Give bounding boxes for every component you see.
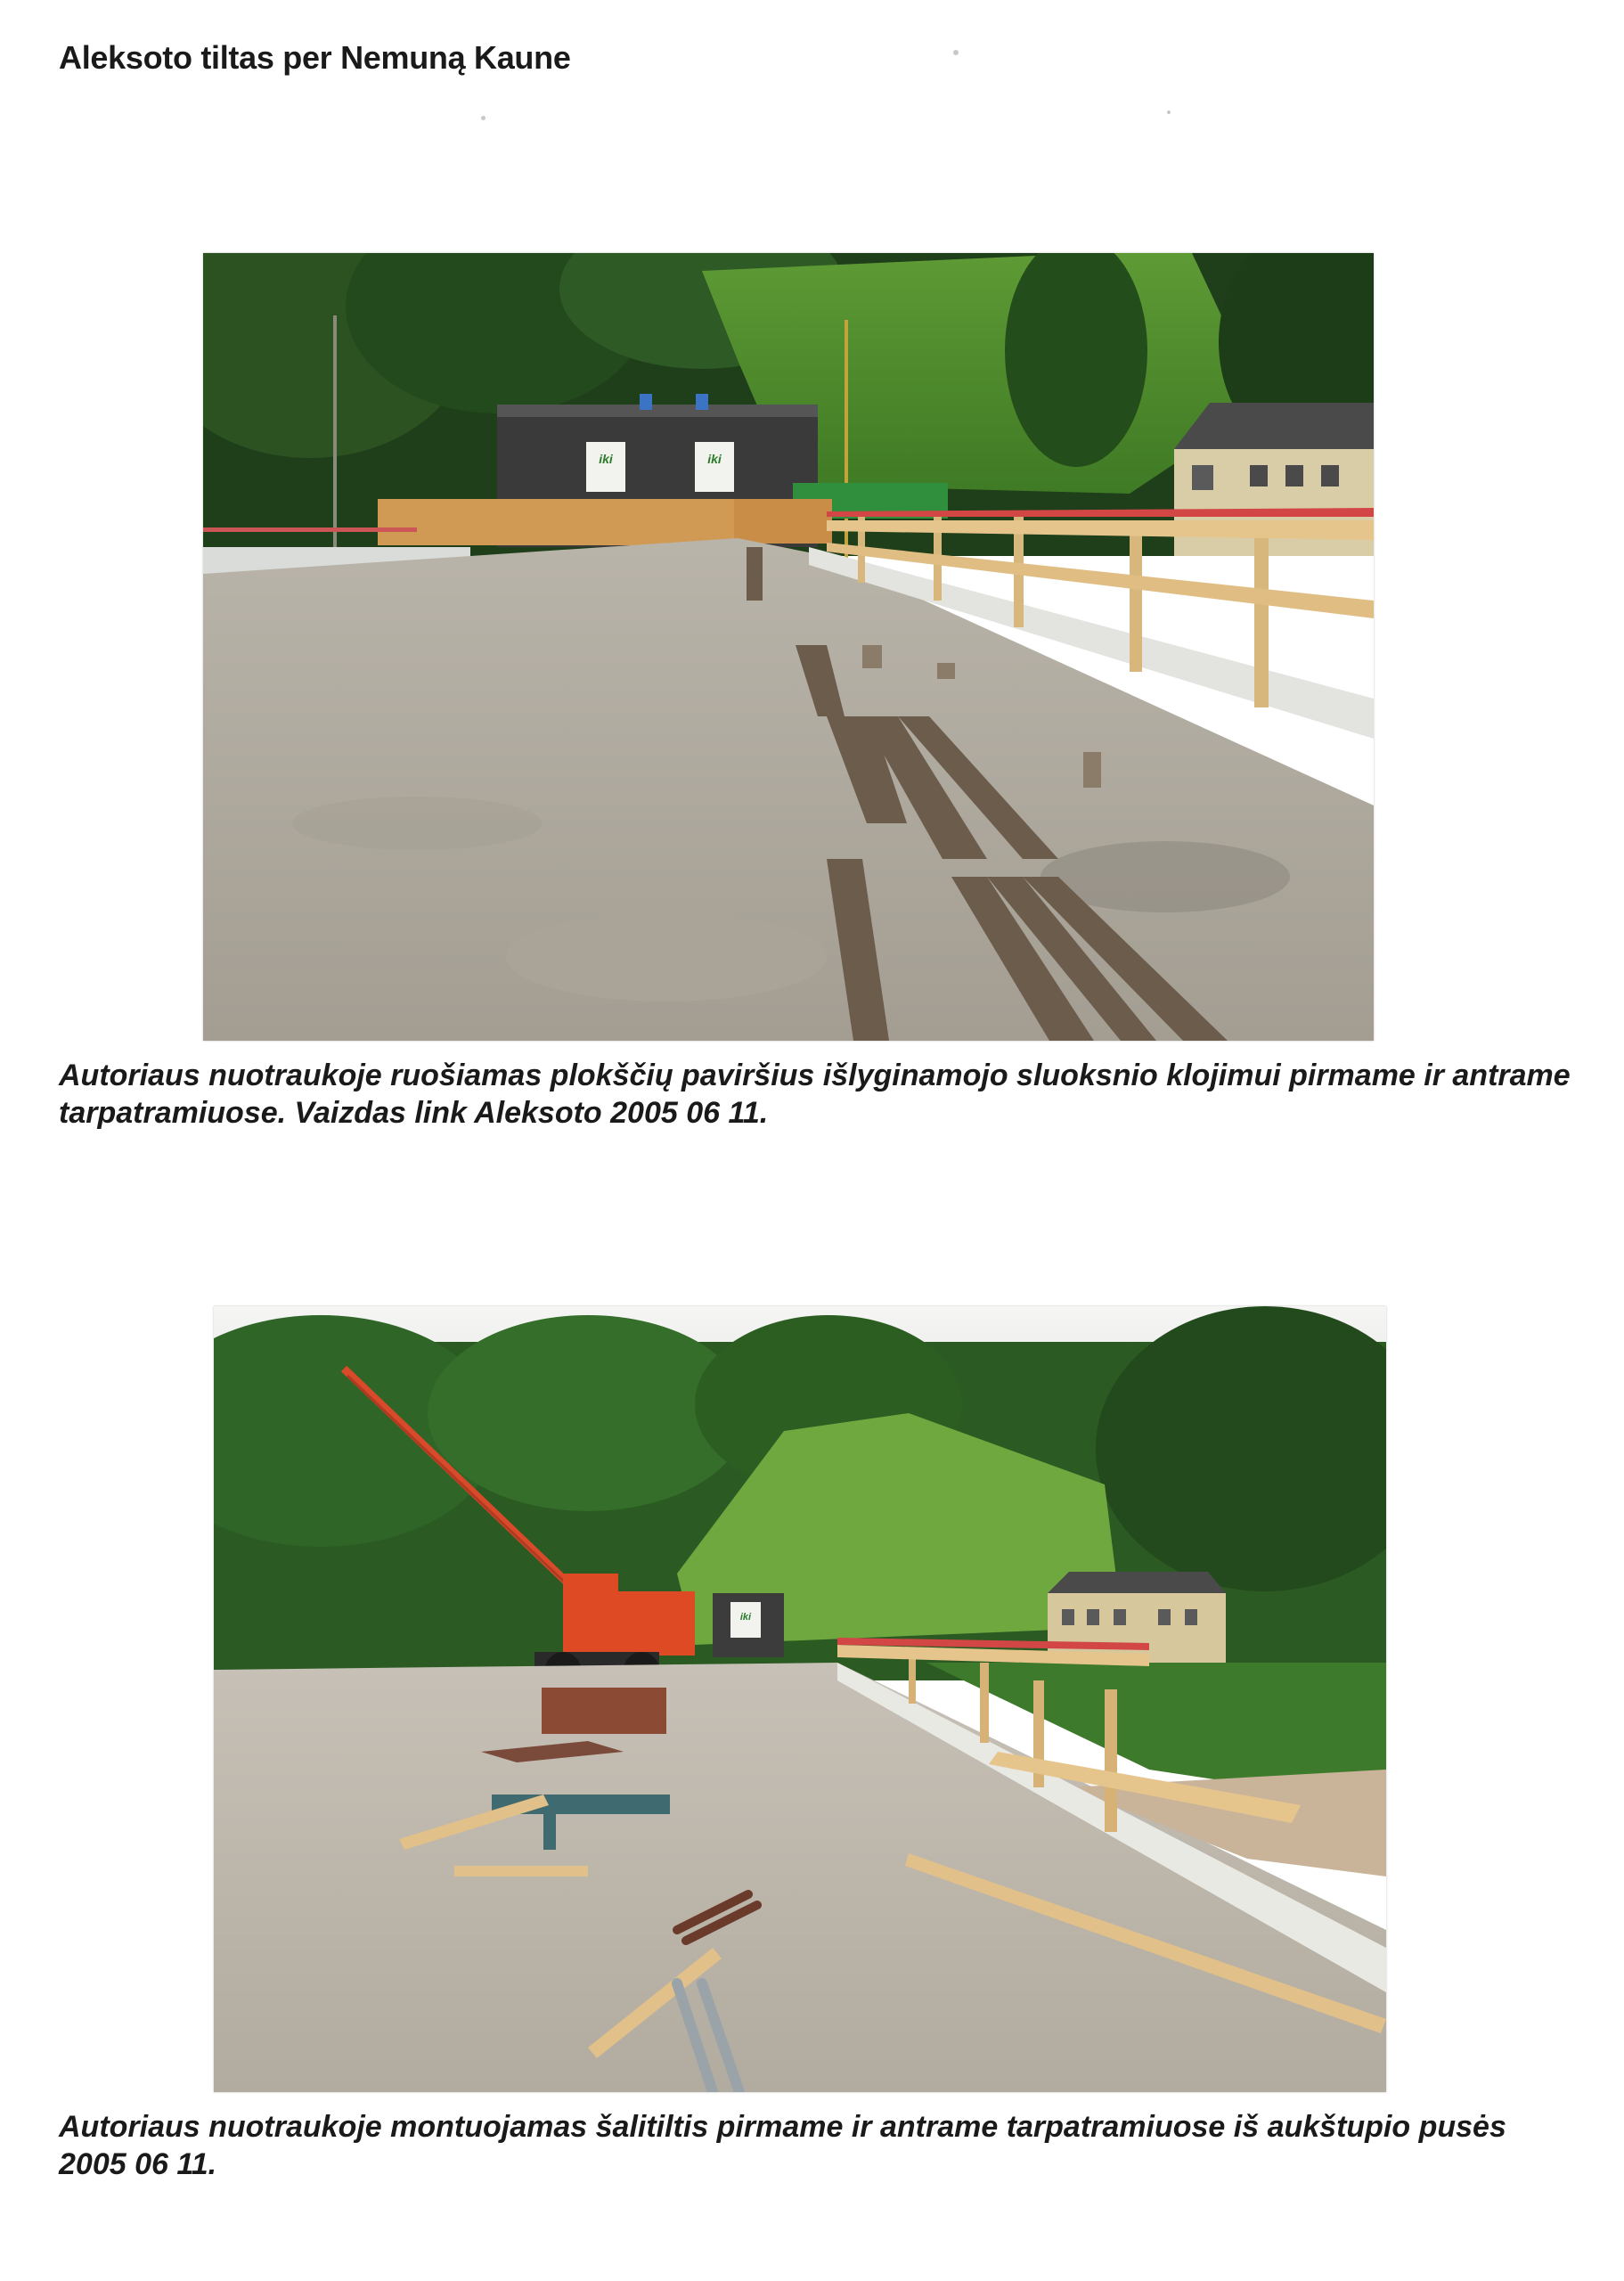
photo-bridge-sidewalk-installation [214, 1306, 1386, 2092]
photo-bridge-deck-surface [203, 253, 1374, 1041]
page-title: Aleksoto tiltas per Nemuną Kaune [59, 39, 571, 76]
photo-caption-1: Autoriaus nuotraukoje ruošiamas plokščių paviršius išlyginamojo sluoksnio klojimui pirmame ir antrame tarpatramiuose. Vaizdas link Aleksoto 2005 06 11. [59, 1059, 1571, 1130]
photo-bridge-deck-surface-image [203, 253, 1374, 1041]
scan-speck [953, 50, 959, 55]
shop-sign-right: iki [707, 452, 722, 466]
photo-bridge-sidewalk-installation-image [214, 1306, 1386, 2092]
scan-speck [481, 116, 486, 120]
shop-sign-left: iki [599, 452, 613, 466]
photo-caption-2: Autoriaus nuotraukoje montuojamas šalitiltis pirmame ir antrame tarpatramiuose iš aukštupio pusės 2005 06 11. [59, 2110, 1506, 2181]
scan-speck [1167, 110, 1171, 114]
shop-sign: iki [739, 1612, 752, 1623]
